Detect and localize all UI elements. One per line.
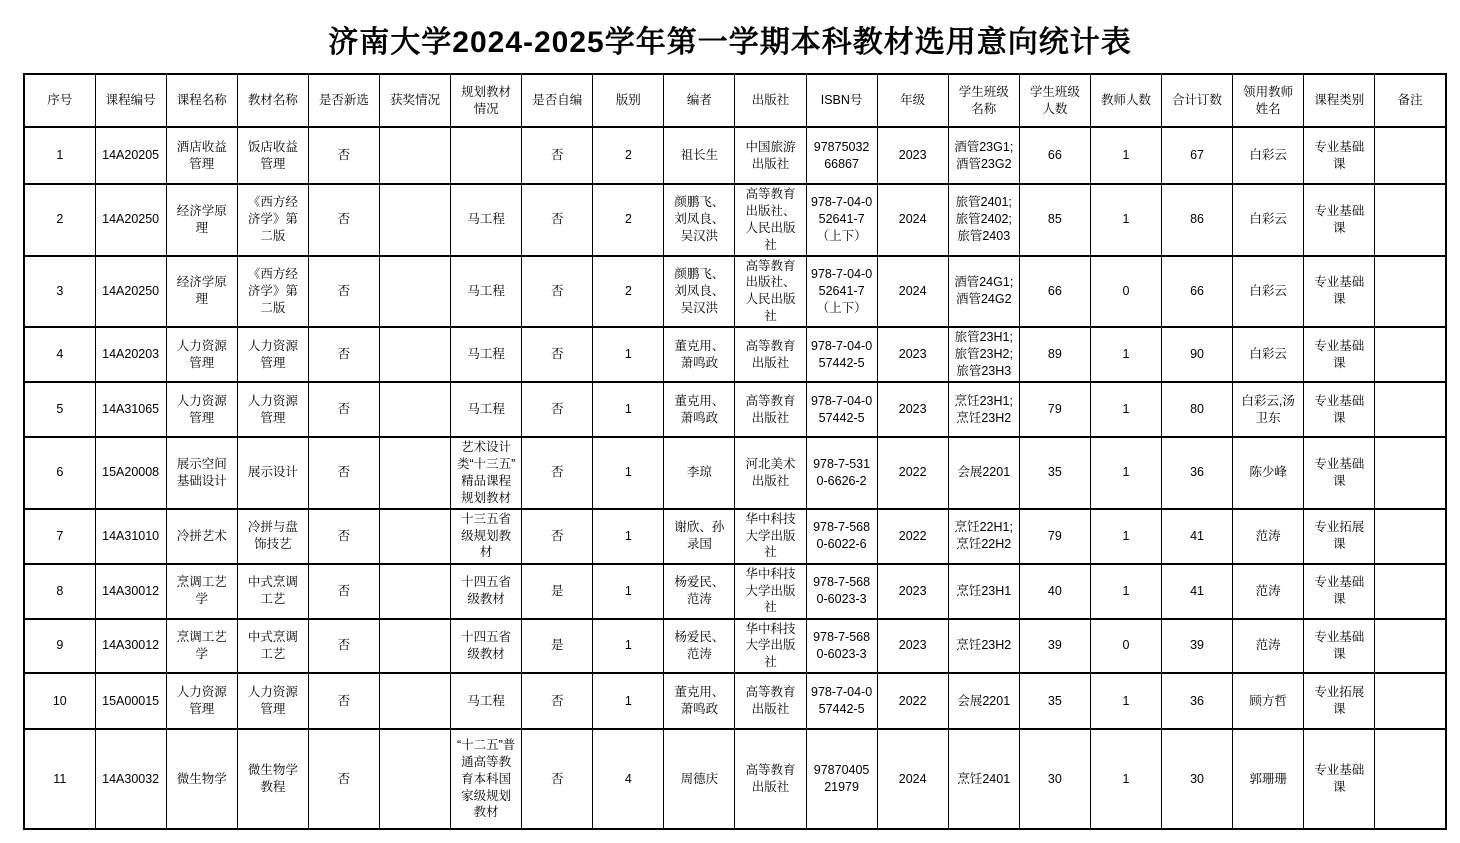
table-cell: 河北美术出版社 <box>735 437 806 509</box>
table-cell: 马工程 <box>451 382 522 437</box>
table-cell: 酒店收益管理 <box>166 127 237 184</box>
table-cell: 否 <box>308 256 379 328</box>
table-cell: 华中科技大学出版社 <box>735 619 806 674</box>
table-cell: 4 <box>593 729 664 829</box>
table-cell: 否 <box>308 437 379 509</box>
table-row <box>24 437 1446 509</box>
table-cell: 微生物学教程 <box>237 729 308 829</box>
table-cell: 华中科技大学出版社 <box>735 509 806 564</box>
table-cell: 39 <box>1019 619 1090 674</box>
table-cell <box>379 256 450 328</box>
table-cell: 否 <box>522 729 593 829</box>
table-cell: 否 <box>522 184 593 256</box>
table-cell: 人力资源管理 <box>237 382 308 437</box>
table-cell <box>1375 127 1446 184</box>
table-cell: 白彩云,汤卫东 <box>1233 382 1304 437</box>
table-cell: 1 <box>593 564 664 619</box>
table-cell: 专业拓展课 <box>1304 673 1375 729</box>
table-cell: 范涛 <box>1233 509 1304 564</box>
table-cell: 高等教育出版社 <box>735 327 806 382</box>
table-cell: 烹调工艺学 <box>166 564 237 619</box>
table-cell: 否 <box>522 509 593 564</box>
table-cell: 会展2201 <box>948 437 1019 509</box>
table-cell: 《西方经济学》第二版 <box>237 256 308 328</box>
table-cell: 是 <box>522 619 593 674</box>
column-header: 序号 <box>24 74 95 127</box>
column-header: 课程名称 <box>166 74 237 127</box>
table-cell: 否 <box>522 127 593 184</box>
table-cell <box>1375 437 1446 509</box>
table-cell: 2024 <box>877 729 948 829</box>
table-cell: 专业基础课 <box>1304 382 1375 437</box>
table-row <box>24 509 1446 564</box>
table-cell: 人力资源管理 <box>166 327 237 382</box>
table-cell: 中式烹调工艺 <box>237 564 308 619</box>
table-cell: 2 <box>593 184 664 256</box>
table-cell: 2022 <box>877 437 948 509</box>
table-cell: 人力资源管理 <box>237 327 308 382</box>
table-cell: 旅管2401;旅管2402;旅管2403 <box>948 184 1019 256</box>
column-header: 获奖情况 <box>379 74 450 127</box>
column-header: 学生班级人数 <box>1019 74 1090 127</box>
column-header: 领用教师姓名 <box>1233 74 1304 127</box>
table-cell: 否 <box>522 673 593 729</box>
table-cell: 1 <box>593 382 664 437</box>
table-cell: 1 <box>1090 564 1161 619</box>
table-cell: 89 <box>1019 327 1090 382</box>
table-cell: 杨爱民、范涛 <box>664 564 735 619</box>
column-header: 学生班级名称 <box>948 74 1019 127</box>
table-cell: 祖长生 <box>664 127 735 184</box>
table-head <box>24 74 1446 127</box>
table-cell: 9787040521979 <box>806 729 877 829</box>
table-cell: 8 <box>24 564 95 619</box>
table-cell: 中式烹调工艺 <box>237 619 308 674</box>
table-cell: 90 <box>1162 327 1233 382</box>
table-cell: 2023 <box>877 327 948 382</box>
table-cell: 0 <box>1090 619 1161 674</box>
table-cell: 专业基础课 <box>1304 729 1375 829</box>
column-header: 是否新选 <box>308 74 379 127</box>
table-cell: 66 <box>1019 256 1090 328</box>
table-cell: 范涛 <box>1233 619 1304 674</box>
table-cell: 马工程 <box>451 673 522 729</box>
table-cell: 86 <box>1162 184 1233 256</box>
table-row <box>24 327 1446 382</box>
table-cell: 十三五省级规划教材 <box>451 509 522 564</box>
page-title: 济南大学2024-2025学年第一学期本科教材选用意向统计表 <box>328 26 1132 59</box>
table-cell <box>1375 619 1446 674</box>
table-cell: 顾方哲 <box>1233 673 1304 729</box>
table-cell <box>379 437 450 509</box>
table-cell: 高等教育出版社 <box>735 673 806 729</box>
table-cell: 978-7-04-057442-5 <box>806 327 877 382</box>
table-cell: 白彩云 <box>1233 327 1304 382</box>
table-cell: 978-7-5680-6023-3 <box>806 619 877 674</box>
table-cell <box>379 673 450 729</box>
column-header: 合计订数 <box>1162 74 1233 127</box>
column-header: 教师人数 <box>1090 74 1161 127</box>
table-cell: 14A30032 <box>95 729 166 829</box>
table-cell: 展示设计 <box>237 437 308 509</box>
table-cell: 烹饪22H1;烹饪22H2 <box>948 509 1019 564</box>
table-row <box>24 184 1446 256</box>
table-cell <box>379 619 450 674</box>
table-cell: 酒管24G1;酒管24G2 <box>948 256 1019 328</box>
table-cell: 1 <box>1090 327 1161 382</box>
table-cell: 41 <box>1162 509 1233 564</box>
table-cell <box>1375 729 1446 829</box>
table-cell: 《西方经济学》第二版 <box>237 184 308 256</box>
table-cell: 2023 <box>877 382 948 437</box>
table-cell: 978-7-04-057442-5 <box>806 673 877 729</box>
table-cell <box>379 184 450 256</box>
table-cell: 董克用、萧鸣政 <box>664 382 735 437</box>
table-cell: 否 <box>308 673 379 729</box>
table-cell <box>379 729 450 829</box>
table-cell: 酒管23G1;酒管23G2 <box>948 127 1019 184</box>
table-cell: 14A30012 <box>95 564 166 619</box>
table-cell <box>1375 673 1446 729</box>
table-cell: 经济学原理 <box>166 256 237 328</box>
table-cell: 14A20250 <box>95 256 166 328</box>
table-cell: 高等教育出版社、人民出版社 <box>735 256 806 328</box>
table-cell: 否 <box>522 256 593 328</box>
table-cell: 1 <box>1090 437 1161 509</box>
table-cell: 14A31010 <box>95 509 166 564</box>
table-cell: 艺术设计类“十三五”精品课程规划教材 <box>451 437 522 509</box>
table-cell: 9787503266867 <box>806 127 877 184</box>
table-cell: 专业基础课 <box>1304 327 1375 382</box>
table-cell: 否 <box>522 382 593 437</box>
table-cell: 马工程 <box>451 256 522 328</box>
table-cell: 否 <box>308 509 379 564</box>
table-cell: 专业基础课 <box>1304 437 1375 509</box>
column-header: 版别 <box>593 74 664 127</box>
table-cell: 1 <box>593 509 664 564</box>
table-cell: 白彩云 <box>1233 256 1304 328</box>
table-cell: 35 <box>1019 673 1090 729</box>
table-cell <box>1375 256 1446 328</box>
table-cell: 烹饪23H1 <box>948 564 1019 619</box>
table-cell: 40 <box>1019 564 1090 619</box>
table-cell: 67 <box>1162 127 1233 184</box>
table-cell: 否 <box>522 327 593 382</box>
table-cell: 2023 <box>877 127 948 184</box>
table-cell: 85 <box>1019 184 1090 256</box>
table-cell: 否 <box>308 382 379 437</box>
table-cell: 否 <box>308 127 379 184</box>
table-cell <box>1375 564 1446 619</box>
table-cell: 专业基础课 <box>1304 256 1375 328</box>
table-cell <box>1375 382 1446 437</box>
table-row <box>24 619 1446 674</box>
table-cell: 4 <box>24 327 95 382</box>
table-cell: 人力资源管理 <box>166 382 237 437</box>
table-cell: 2 <box>593 127 664 184</box>
table-row <box>24 256 1446 328</box>
table-cell: 14A31065 <box>95 382 166 437</box>
table-cell: “十二五”普通高等教育本科国家级规划教材 <box>451 729 522 829</box>
table-cell: 0 <box>1090 256 1161 328</box>
table-cell: 66 <box>1162 256 1233 328</box>
table-cell: 2023 <box>877 619 948 674</box>
table-cell: 专业基础课 <box>1304 564 1375 619</box>
table-cell: 微生物学 <box>166 729 237 829</box>
table-cell: 15A00015 <box>95 673 166 729</box>
table-cell: 1 <box>24 127 95 184</box>
table-cell: 专业基础课 <box>1304 619 1375 674</box>
table-cell: 董克用、萧鸣政 <box>664 327 735 382</box>
table-body <box>24 127 1446 829</box>
table-cell: 中国旅游出版社 <box>735 127 806 184</box>
column-header: 教材名称 <box>237 74 308 127</box>
table-row <box>24 564 1446 619</box>
table-cell: 36 <box>1162 673 1233 729</box>
column-header: 年级 <box>877 74 948 127</box>
table-cell: 3 <box>24 256 95 328</box>
table-cell <box>1375 184 1446 256</box>
table-cell: 烹饪23H2 <box>948 619 1019 674</box>
table-cell: 1 <box>593 673 664 729</box>
table-cell: 范涛 <box>1233 564 1304 619</box>
table-cell: 1 <box>1090 509 1161 564</box>
table-cell: 1 <box>1090 729 1161 829</box>
table-cell: 冷拼与盘饰技艺 <box>237 509 308 564</box>
table-cell: 80 <box>1162 382 1233 437</box>
table-cell: 白彩云 <box>1233 184 1304 256</box>
table-row <box>24 729 1446 829</box>
table-cell: 经济学原理 <box>166 184 237 256</box>
table-cell: 杨爱民、范涛 <box>664 619 735 674</box>
table-cell: 10 <box>24 673 95 729</box>
table-cell: 烹饪2401 <box>948 729 1019 829</box>
table-cell: 2024 <box>877 256 948 328</box>
table-cell <box>1375 327 1446 382</box>
column-header: 课程类别 <box>1304 74 1375 127</box>
table-cell: 高等教育出版社、人民出版社 <box>735 184 806 256</box>
table-cell: 陈少峰 <box>1233 437 1304 509</box>
table-cell: 会展2201 <box>948 673 1019 729</box>
table-cell: 马工程 <box>451 184 522 256</box>
table-cell: 36 <box>1162 437 1233 509</box>
table-cell: 14A30012 <box>95 619 166 674</box>
column-header: 规划教材情况 <box>451 74 522 127</box>
table-cell: 人力资源管理 <box>166 673 237 729</box>
table-cell: 14A20203 <box>95 327 166 382</box>
table-cell: 978-7-04-052641-7（上下） <box>806 256 877 328</box>
table-cell <box>379 327 450 382</box>
table-cell: 白彩云 <box>1233 127 1304 184</box>
table-cell: 专业基础课 <box>1304 127 1375 184</box>
table-cell: 1 <box>593 437 664 509</box>
table-cell: 1 <box>593 327 664 382</box>
table-cell: 15A20008 <box>95 437 166 509</box>
table-cell: 2 <box>24 184 95 256</box>
table-cell: 饭店收益管理 <box>237 127 308 184</box>
table-cell: 1 <box>1090 382 1161 437</box>
table-cell: 否 <box>308 564 379 619</box>
table-cell: 5 <box>24 382 95 437</box>
table-cell: 郭珊珊 <box>1233 729 1304 829</box>
table-cell: 颜鹏飞、刘凤良、吴汉洪 <box>664 184 735 256</box>
table-cell: 董克用、萧鸣政 <box>664 673 735 729</box>
table-cell: 否 <box>308 729 379 829</box>
table-cell: 十四五省级教材 <box>451 564 522 619</box>
table-cell: 2023 <box>877 564 948 619</box>
table-cell: 9 <box>24 619 95 674</box>
textbook-selection-table <box>23 73 1447 830</box>
column-header: 课程编号 <box>95 74 166 127</box>
table-cell <box>379 509 450 564</box>
table-cell: 周德庆 <box>664 729 735 829</box>
table-cell: 李琼 <box>664 437 735 509</box>
table-cell: 烹饪23H1;烹饪23H2 <box>948 382 1019 437</box>
table-cell: 专业基础课 <box>1304 184 1375 256</box>
table-cell: 旅管23H1;旅管23H2;旅管23H3 <box>948 327 1019 382</box>
column-header: 出版社 <box>735 74 806 127</box>
table-cell: 978-7-04-057442-5 <box>806 382 877 437</box>
table-row <box>24 382 1446 437</box>
table-cell: 否 <box>308 327 379 382</box>
table-cell: 66 <box>1019 127 1090 184</box>
header-row <box>24 74 1446 127</box>
table-cell: 否 <box>522 437 593 509</box>
table-cell: 30 <box>1162 729 1233 829</box>
table-cell: 30 <box>1019 729 1090 829</box>
table-cell: 41 <box>1162 564 1233 619</box>
table-cell: 978-7-5680-6023-3 <box>806 564 877 619</box>
table-cell: 39 <box>1162 619 1233 674</box>
table-cell: 2022 <box>877 509 948 564</box>
table-cell: 79 <box>1019 382 1090 437</box>
table-cell: 11 <box>24 729 95 829</box>
table-cell: 否 <box>308 184 379 256</box>
table-cell: 14A20205 <box>95 127 166 184</box>
table-cell: 谢欣、孙录国 <box>664 509 735 564</box>
table-cell <box>379 127 450 184</box>
table-cell: 冷拼艺术 <box>166 509 237 564</box>
table-cell: 2022 <box>877 673 948 729</box>
table-cell: 1 <box>1090 184 1161 256</box>
table-cell: 14A20250 <box>95 184 166 256</box>
column-header: 备注 <box>1375 74 1446 127</box>
table-cell: 6 <box>24 437 95 509</box>
table-cell: 否 <box>308 619 379 674</box>
table-cell: 978-7-5310-6626-2 <box>806 437 877 509</box>
table-cell <box>451 127 522 184</box>
table-cell: 马工程 <box>451 327 522 382</box>
table-cell: 978-7-04-052641-7（上下） <box>806 184 877 256</box>
table-cell: 7 <box>24 509 95 564</box>
table-cell <box>379 382 450 437</box>
column-header: 编者 <box>664 74 735 127</box>
table-cell: 十四五省级教材 <box>451 619 522 674</box>
table-cell: 2 <box>593 256 664 328</box>
column-header: 是否自编 <box>522 74 593 127</box>
table-cell: 是 <box>522 564 593 619</box>
table-cell: 展示空间基础设计 <box>166 437 237 509</box>
column-header: ISBN号 <box>806 74 877 127</box>
table-cell: 高等教育出版社 <box>735 382 806 437</box>
table-cell <box>1375 509 1446 564</box>
table-cell: 35 <box>1019 437 1090 509</box>
table-cell: 人力资源管理 <box>237 673 308 729</box>
table-cell: 颜鹏飞、刘凤良、吴汉洪 <box>664 256 735 328</box>
table-cell: 华中科技大学出版社 <box>735 564 806 619</box>
table-cell: 2024 <box>877 184 948 256</box>
table-row <box>24 127 1446 184</box>
table-cell: 1 <box>593 619 664 674</box>
table-cell: 专业拓展课 <box>1304 509 1375 564</box>
table-cell: 高等教育出版社 <box>735 729 806 829</box>
table-cell: 1 <box>1090 673 1161 729</box>
table-cell <box>379 564 450 619</box>
table-cell: 烹调工艺学 <box>166 619 237 674</box>
table-cell: 978-7-5680-6022-6 <box>806 509 877 564</box>
table-cell: 1 <box>1090 127 1161 184</box>
table-cell: 79 <box>1019 509 1090 564</box>
table-row <box>24 673 1446 729</box>
